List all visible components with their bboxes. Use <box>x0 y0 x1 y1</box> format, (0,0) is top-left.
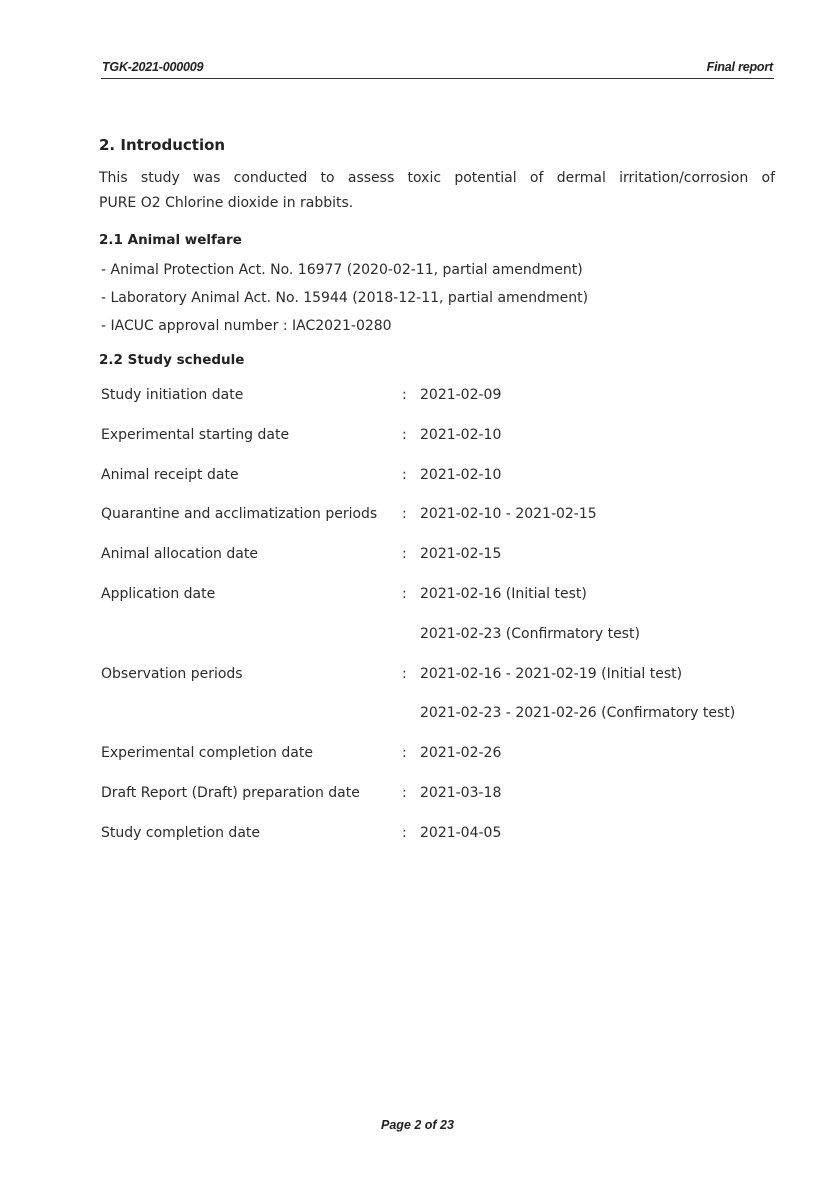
schedule-value: 2021-02-16 (Initial test) <box>420 585 587 602</box>
schedule-label: Experimental starting date <box>101 426 290 443</box>
schedule-colon: : <box>402 546 407 563</box>
schedule-value: 2021-02-16 - 2021-02-19 (Initial test) <box>420 665 683 682</box>
schedule-label: Animal receipt date <box>101 466 239 483</box>
schedule-colon: : <box>402 506 407 523</box>
page-number: Page 2 of 23 <box>381 1118 454 1132</box>
introduction-line-2: PURE O2 Chlorine dioxide in rabbits. <box>99 195 354 211</box>
report-type: Final report <box>706 60 773 74</box>
schedule-label: Experimental completion date <box>101 745 313 762</box>
schedule-label: Study completion date <box>101 824 260 841</box>
introduction-paragraph <box>99 166 775 216</box>
schedule-label: Study initiation date <box>101 387 244 403</box>
list-item: - IACUC approval number : IAC2021-0280 <box>101 318 392 334</box>
list-item: - Animal Protection Act. No. 16977 (2020-02-11, partial amendment) <box>101 262 583 278</box>
schedule-value: 2021-02-23 - 2021-02-26 (Confirmatory test) <box>420 705 736 722</box>
schedule-colon: : <box>402 745 407 762</box>
subsection-title-animal-welfare: 2.1 Animal welfare <box>99 232 242 248</box>
schedule-colon: : <box>402 784 407 801</box>
introduction-line-1: This study was conducted to assess toxic potential of dermal irritation/corrosion of <box>99 170 775 186</box>
schedule-value: 2021-02-09 <box>420 387 502 403</box>
document-id: TGK-2021-000009 <box>102 60 204 74</box>
schedule-label: Application date <box>101 585 216 602</box>
schedule-value: 2021-04-05 <box>420 824 502 841</box>
schedule-label: Observation periods <box>101 665 243 682</box>
schedule-value: 2021-02-26 <box>420 745 502 762</box>
schedule-label: Quarantine and acclimatization periods <box>101 506 378 523</box>
animal-welfare-list <box>101 256 588 340</box>
schedule-colon: : <box>402 824 407 841</box>
page-header <box>101 58 774 79</box>
list-item: - Laboratory Animal Act. No. 15944 (2018-12-11, partial amendment) <box>101 290 589 306</box>
schedule-colon: : <box>402 466 407 483</box>
schedule-colon: : <box>402 665 407 682</box>
schedule-value: 2021-02-15 <box>420 546 502 563</box>
schedule-value: 2021-03-18 <box>420 784 502 801</box>
schedule-label: Animal allocation date <box>101 546 258 563</box>
schedule-value: 2021-02-10 <box>420 426 502 443</box>
subsection-title-study-schedule: 2.2 Study schedule <box>99 352 245 368</box>
schedule-value: 2021-02-23 (Confirmatory test) <box>420 625 640 642</box>
schedule-label: Draft Report (Draft) preparation date <box>101 784 360 801</box>
schedule-colon: : <box>402 585 407 602</box>
schedule-colon: : <box>402 426 407 443</box>
schedule-value: 2021-02-10 <box>420 466 502 483</box>
section-title-introduction: 2. Introduction <box>99 136 226 154</box>
schedule-colon: : <box>402 387 407 403</box>
schedule-value: 2021-02-10 - 2021-02-15 <box>420 506 597 523</box>
